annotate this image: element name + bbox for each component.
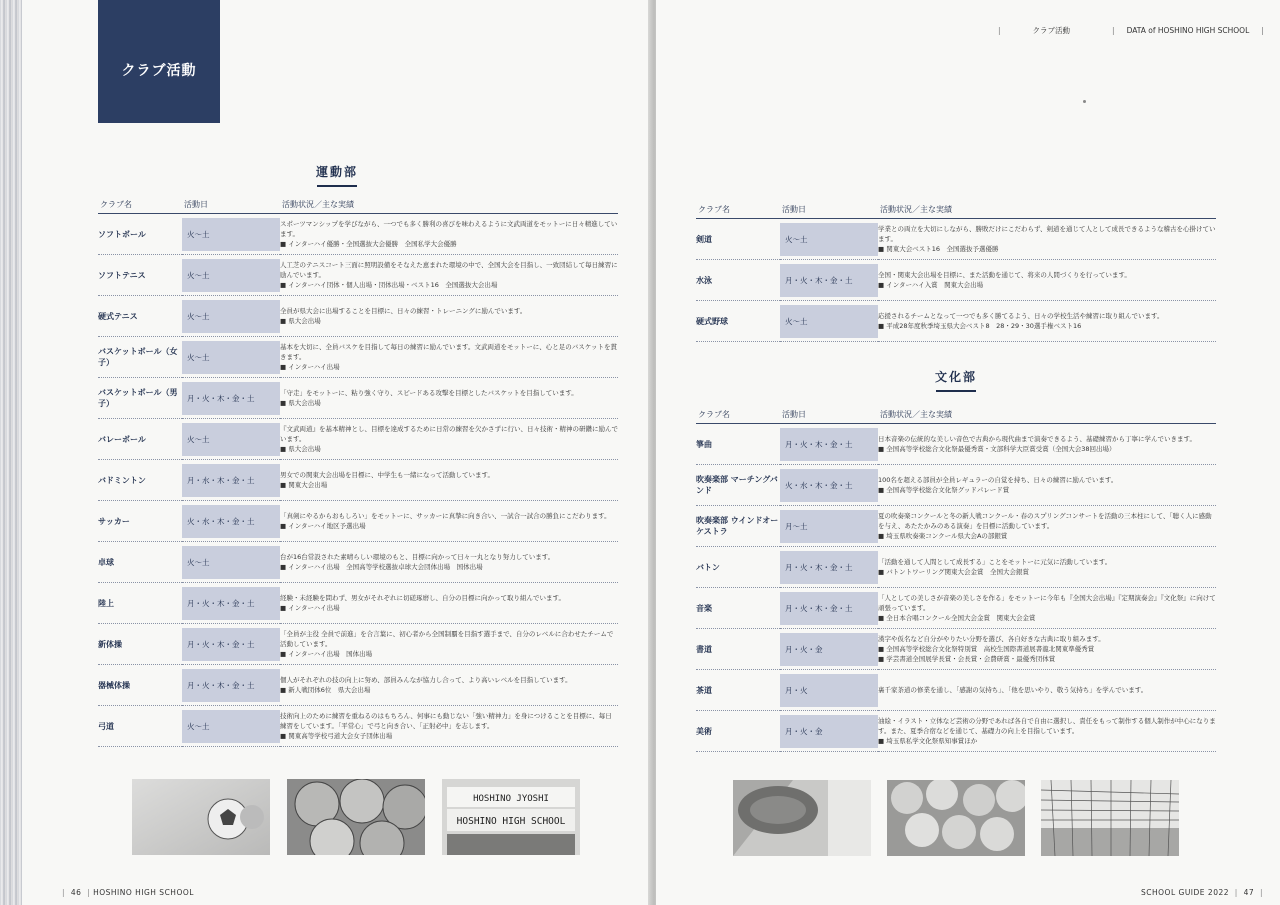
achievement: ■ 県大会出場 <box>280 398 618 408</box>
club-name: 茶道 <box>696 670 780 711</box>
club-name: 新体操 <box>98 624 182 665</box>
club-row <box>696 547 1216 588</box>
club-row <box>98 542 618 583</box>
activity-days: 火〜土 <box>182 341 280 374</box>
achievement: ■ 平成28年度秋季埼玉県大会ベスト8 28・29・30選手権ベスト16 <box>878 321 1216 331</box>
club-row <box>98 501 618 542</box>
activity-description: 漢字や仮名など自分がやりたい分野を選び、各自好きな古典に取り組みます。 <box>878 635 1105 643</box>
footer-guide: SCHOOL GUIDE 2022 <box>1141 888 1230 897</box>
achievement: ■ インターハイ優勝・全国選抜大会優勝 全国私学大会優勝 <box>280 239 618 249</box>
tennis-balls-photo <box>887 780 1025 856</box>
activity-description: 「全員が主役 全員で前進」を合言葉に、初心者から全国制覇を目指す選手まで、自分のレベルに合わせたチームで活動しています。 <box>280 630 614 648</box>
activity-description: 日本音楽の伝統的な美しい音色で古典から現代曲まで演奏できるよう、基礎練習から丁寧に学んでいきます。 <box>878 435 1196 443</box>
sports-clubs-table <box>98 198 618 747</box>
activity-description: 経験・未経験を問わず、男女がそれぞれに切磋琢磨し、自分の目標に向かって取り組んでいます。 <box>280 594 565 602</box>
left-page-number: 46 <box>70 888 82 897</box>
achievement: ■ インターハイ出場 <box>280 362 618 372</box>
achievement: ■ 関東高等学校弓道大会女子団体出場 <box>280 731 618 741</box>
right-footer: SCHOOL GUIDE 2022 | 47 | <box>1141 888 1263 897</box>
left-page <box>22 0 652 905</box>
activity-days: 月・水・木・金・土 <box>182 464 280 497</box>
header-activity-status: 活動状況／主な実績 <box>878 408 1216 424</box>
club-name: 水泳 <box>696 260 780 301</box>
activity-description: 人工芝のテニスコート三面に照明設備をそなえた恵まれた環境の中で、全国大会を目指し、一致団結して毎日練習に励んでいます。 <box>280 261 618 279</box>
right-page <box>656 0 1280 905</box>
achievement: ■ インターハイ出場 <box>280 603 618 613</box>
activity-description: 学業との両立を大切にしながら、勝敗だけにこだわらず、剣道を通じて人として成長できるような稽古を心掛けています。 <box>878 225 1216 243</box>
header-activity-days: 活動日 <box>780 408 878 424</box>
activity-days: 月・火・金 <box>780 633 878 666</box>
activity-days: 月・火・金 <box>780 715 878 748</box>
club-row <box>98 296 618 337</box>
achievement: ■ バトントワーリング関東大会金賞 全国大会銀賞 <box>878 567 1216 577</box>
activity-days: 月・火・木・金・土 <box>780 428 878 461</box>
activity-days: 火〜土 <box>182 546 280 579</box>
activity-description: 裏千家茶道の修業を通し、「感謝の気持ち」、「他を思いやり、敬う気持ち」を学んでいます。 <box>878 686 1148 694</box>
club-row <box>98 378 618 419</box>
achievement: ■ インターハイ入賞 関東大会出場 <box>878 280 1216 290</box>
activity-days: 火・水・木・金・土 <box>182 505 280 538</box>
activity-days: 火〜土 <box>780 305 878 338</box>
table-header-row <box>696 408 1216 424</box>
activity-description: 『文武両道』を基本精神とし、目標を達成するために日常の練習を欠かさずに行い、日々技術・精神の研鑽に励んでいます。 <box>280 425 618 443</box>
left-footer: | 46 | HOSHINO HIGH SCHOOL <box>62 888 194 897</box>
title-block <box>98 0 220 123</box>
achievement: ■ 新人戦団体6位 県大会出場 <box>280 685 618 695</box>
activity-description: 「守走」をモットーに、粘り強く守り、スピードある攻撃を目標としたバスケットを目指しています。 <box>280 389 578 397</box>
activity-days: 月・火・木・金・土 <box>780 551 878 584</box>
running-head-data: DATA of HOSHINO HIGH SCHOOL <box>1126 26 1250 35</box>
club-name: ソフトボール <box>98 214 182 255</box>
activity-days: 火〜土 <box>182 710 280 743</box>
club-name: 美術 <box>696 711 780 752</box>
club-name: サッカー <box>98 501 182 542</box>
activity-description: 「活動を通して人間として成長する」ことをモットーに元気に活動しています。 <box>878 558 1112 566</box>
running-head: | クラブ活動 | DATA of HOSHINO HIGH SCHOOL | <box>998 26 1264 35</box>
achievement: ■ インターハイ団体・個人出場・団体出場・ベスト16 全国選抜大会出場 <box>280 280 618 290</box>
header-club-name: クラブ名 <box>696 408 780 424</box>
activity-days: 火〜土 <box>182 259 280 292</box>
achievement: ■ インターハイ地区予選出場 <box>280 521 618 531</box>
achievement: ■ 学芸書道全国展学長賞・会長賞・会費研賞・最優秀団体賞 <box>878 654 1216 664</box>
activity-days: 月・火・木・金・土 <box>182 628 280 661</box>
activity-description: 技術向上のために練習を重ねるのはもちろん、何事にも動じない「強い精神力」を身につけることを目標に、毎日練習をしています。「平常心」で弓と向き合い、「正射必中」を志します。 <box>280 712 612 730</box>
activity-description: 「真剣にやるからおもしろい」をモットーに、サッカーに真摯に向き合い、一試合一試合の勝負にこだわります。 <box>280 512 611 520</box>
club-name: バスケットボール（男子） <box>98 378 182 419</box>
header-activity-days: 活動日 <box>182 198 280 214</box>
club-row <box>696 506 1216 547</box>
club-name: 硬式テニス <box>98 296 182 337</box>
club-row <box>696 670 1216 711</box>
activity-description: スポーツマンシップを学びながら、一つでも多く勝利の喜びを味わえるように文武両道をモットーに日々精進しています。 <box>280 220 618 238</box>
activity-description: 100名を超える部員が全員レギュラーの自覚を持ち、日々の練習に励んでいます。 <box>878 476 1118 484</box>
activity-days: 月・火・木・金・土 <box>780 264 878 297</box>
section-title-culture: 文化部 <box>696 368 1216 392</box>
achievement: ■ 関東大会出場 <box>280 480 618 490</box>
club-name: バレーボール <box>98 419 182 460</box>
header-club-name: クラブ名 <box>98 198 182 214</box>
achievement: ■ 埼玉県吹奏楽コンクール県大会Aの部銀賞 <box>878 531 1216 541</box>
activity-days: 月・火 <box>780 674 878 707</box>
achievement: ■ 全国高等学校総合文化祭グッドパレード賞 <box>878 485 1216 495</box>
club-row <box>696 465 1216 506</box>
club-name: 硬式野球 <box>696 301 780 342</box>
tennis-court-net-photo <box>1041 780 1179 856</box>
club-name: バスケットボール（女子） <box>98 337 182 378</box>
activity-description: 「人としての美しさが音楽の美しさを作る」をモットーに今年も『全国大会出場』『定期演奏会』『文化祭』に向けて頑張っています。 <box>878 594 1216 612</box>
activity-description: 全国・関東大会出場を目標に、また活動を通じて、将来の人間づくりを行っています。 <box>878 271 1131 279</box>
baseball-glove-photo <box>733 780 871 856</box>
activity-days: 月・火・木・金・土 <box>182 382 280 415</box>
club-row <box>98 583 618 624</box>
achievement: ■ 県大会出場 <box>280 316 618 326</box>
activity-description: 台が16台常設された素晴らしい環境のもと、目標に向かって日々一丸となり努力しています。 <box>280 553 555 561</box>
banner-text-line1: HOSHINO JYOSHI <box>473 794 549 804</box>
activity-days: 月・火・木・金・土 <box>182 587 280 620</box>
activity-description: 基本を大切に、全員バスケを目指して毎日の練習に励んでいます。文武両道をモットーに、心と足のバスケットを貫きます。 <box>280 343 617 361</box>
club-name: 吹奏楽部 ウインドオーケストラ <box>696 506 780 547</box>
table-header-row <box>98 198 618 214</box>
activity-days: 火・水・木・金・土 <box>780 469 878 502</box>
banner-text-line2: HOSHINO HIGH SCHOOL <box>456 816 566 827</box>
club-row <box>696 219 1216 260</box>
achievement: ■ 全日本合唱コンクール全国大会金賞 関東大会金賞 <box>878 613 1216 623</box>
culture-clubs-table <box>696 408 1216 752</box>
activity-days: 火〜土 <box>182 423 280 456</box>
club-row <box>696 588 1216 629</box>
right-page-number: 47 <box>1243 888 1255 897</box>
club-row <box>98 665 618 706</box>
club-name: 卓球 <box>98 542 182 583</box>
club-name: ソフトテニス <box>98 255 182 296</box>
club-name: 器械体操 <box>98 665 182 706</box>
club-name: 吹奏楽部 マーチングバンド <box>696 465 780 506</box>
club-row <box>98 419 618 460</box>
activity-days: 月・火・木・金・土 <box>182 669 280 702</box>
club-row <box>98 460 618 501</box>
page-title: クラブ活動 <box>121 63 197 79</box>
club-row <box>696 711 1216 752</box>
hoshino-banner-photo <box>442 779 580 855</box>
header-activity-status: 活動状況／主な実績 <box>878 203 1216 219</box>
running-head-section: クラブ活動 <box>1032 26 1071 35</box>
table-header-row <box>696 203 1216 219</box>
book-edge <box>0 0 22 905</box>
activity-days: 火〜土 <box>182 300 280 333</box>
achievement: ■ 全国高等学校総合文化祭特別賞 高校生国際書道展書龍北関東準優秀賞 <box>878 644 1216 654</box>
page-mark <box>1083 100 1086 103</box>
club-row <box>98 214 618 255</box>
club-name: 陸上 <box>98 583 182 624</box>
club-row <box>696 424 1216 465</box>
basketballs-photo <box>287 779 425 855</box>
activity-description: 全員が県大会に出場することを目標に、日々の練習・トレーニングに励んでいます。 <box>280 307 527 315</box>
soccer-ball-photo <box>132 779 270 855</box>
club-row <box>696 260 1216 301</box>
club-name: 剣道 <box>696 219 780 260</box>
activity-description: 夏の吹奏楽コンクールと冬の新人戦コンクール・春のスプリングコンサートを活動の三本柱にして、「聴く人に感動を与え、あたたかみのある演奏」を目標に活動しています。 <box>878 512 1212 530</box>
achievement: ■ インターハイ出場 国体出場 <box>280 649 618 659</box>
activity-days: 火〜土 <box>182 218 280 251</box>
club-name: 箏曲 <box>696 424 780 465</box>
activity-description: 男女での関東大会出場を目標に、中学生も一緒になって活動しています。 <box>280 471 494 479</box>
achievement: ■ 全国高等学校総合文化祭最優秀賞・文部科学大臣賞受賞（全国大会38回出場） <box>878 444 1216 454</box>
club-name: バトン <box>696 547 780 588</box>
activity-days: 月〜土 <box>780 510 878 543</box>
header-club-name: クラブ名 <box>696 203 780 219</box>
club-row <box>98 337 618 378</box>
club-row <box>696 301 1216 342</box>
achievement: ■ 県大会出場 <box>280 444 618 454</box>
activity-description: 油絵・イラスト・立体など芸術の分野であれば各自で自由に選択し、責任をもって制作する個人制作が中心になります。また、夏季合宿などを通じて、基礎力の向上を目指しています。 <box>878 717 1216 735</box>
achievement: ■ インターハイ出場 全国高等学校選抜卓球大会団体出場 国体出場 <box>280 562 618 572</box>
club-name: 書道 <box>696 629 780 670</box>
achievement: ■ 関東大会ベスト16 全国選抜予選優勝 <box>878 244 1216 254</box>
club-name: バドミントン <box>98 460 182 501</box>
activity-days: 火〜土 <box>780 223 878 256</box>
activity-description: 応援されるチームとなって一つでも多く勝てるよう、日々の学校生活や練習に取り組んでいます。 <box>878 312 1164 320</box>
club-row <box>98 255 618 296</box>
header-activity-days: 活動日 <box>780 203 878 219</box>
club-row <box>98 624 618 665</box>
achievement: ■ 埼玉県私学文化祭県知事賞ほか <box>878 736 1216 746</box>
club-name: 音楽 <box>696 588 780 629</box>
left-footer-school: HOSHINO HIGH SCHOOL <box>93 888 194 897</box>
club-row <box>696 629 1216 670</box>
header-activity-status: 活動状況／主な実績 <box>280 198 618 214</box>
club-name: 弓道 <box>98 706 182 747</box>
activity-description: 個人がそれぞれの技の向上に努め、部員みんなが協力し合って、より高いレベルを目指しています。 <box>280 676 572 684</box>
sports-clubs-table-continued <box>696 203 1216 342</box>
section-title-sports: 運動部 <box>22 163 652 187</box>
activity-days: 月・火・木・金・土 <box>780 592 878 625</box>
club-row <box>98 706 618 747</box>
